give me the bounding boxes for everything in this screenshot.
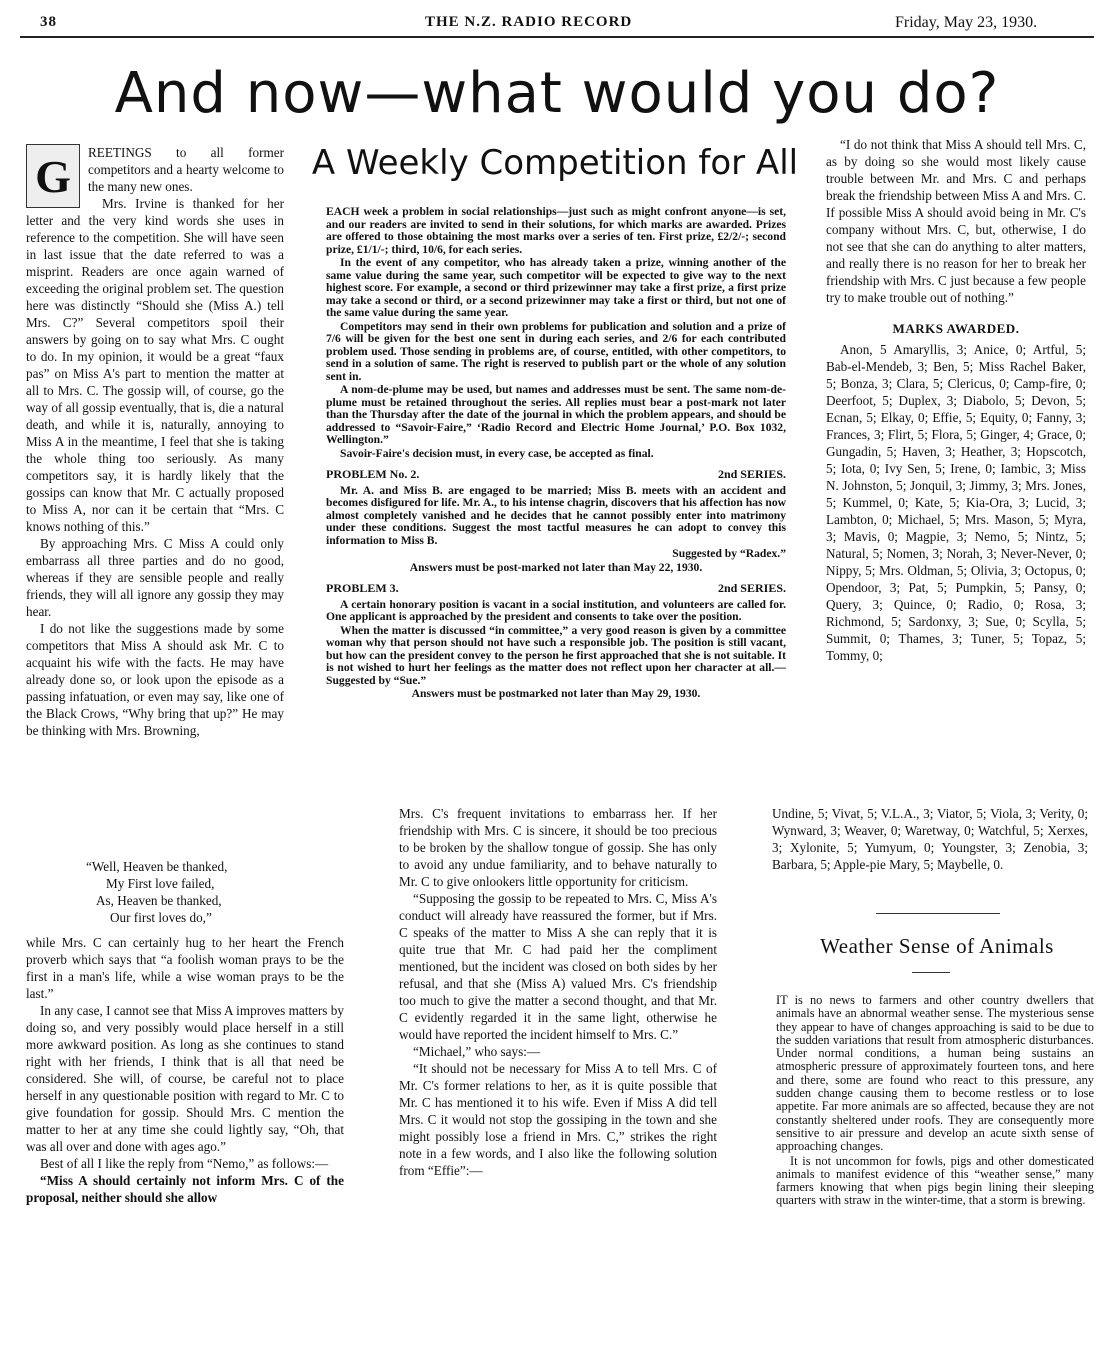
issue-date: Friday, May 23, 1930. (895, 14, 1038, 31)
left-para: In any case, I cannot see that Miss A improves matters by doing so, and very possibly would place herself in a still more awkward position. As long as she continues to stand right with her friends, I think that is all that need be considered. She will, of course, be careful not to place herself in any questionable position with regard to Mr. C to give foundation for gossip. Should Mrs. C mention the matter to her at any time she could lightly say, “Oh, that was all over and done with ages ago.” (26, 1003, 344, 1154)
verse-line: “Well, Heaven be thanked, (86, 859, 228, 874)
right-column (826, 136, 1086, 664)
problem-credit: Suggested by “Radex.” (672, 547, 786, 560)
left-column-lower (26, 858, 344, 1206)
competition-rules (326, 206, 786, 702)
rules-para: Competitors may send in their own problems for publication and solution and a prize of 7/6 will be given for the best one sent in during each series, and 2/6 for each contributed problem used. Those sending in problems are, of course, entitled, with other competitors, to send in a solution of same. The right is reserved to publish part or the whole of any solution sent in. (326, 319, 786, 383)
left-para: By approaching Mrs. C Miss A could only embarrass all three parties and do no good, whereas if they are sensible people and really friends, they will all ignore any gossip they may hear. (26, 536, 284, 619)
problem-deadline: Answers must be postmarked not later than May 29, 1930. (411, 687, 701, 700)
weather-para: It is not uncommon for fowls, pigs and other domesticated animals to manifest evidence of this “weather sense,” many farmers knowing that when pigs begin lining their sleeping quarters with straw in the winter-time, that a storm is brewing. (776, 1153, 1094, 1208)
middle-column (399, 805, 717, 1179)
problem-3-heading (326, 582, 786, 595)
page-number: 38 (40, 14, 57, 30)
section-rule (876, 913, 1000, 914)
middle-para: “Michael,” who says:— (413, 1044, 541, 1059)
rules-para: In the event of any competitor, who has already taken a prize, winning another of the same value during the same year, such competitor will be expected to give way to the next highest score. For example, a second or third prizewinner may take a first prize, a first prize may take a second or third, or a second prizewinner may take a first or third, but not one of the same value during the same year. (326, 256, 786, 319)
page-headline: And now—what would you do? (114, 61, 1000, 126)
short-rule (912, 972, 950, 973)
marks-list-continued (772, 805, 1088, 873)
dropcap-ornament: G (26, 144, 80, 208)
rules-para: EACH week a problem in social relationships—just such as might confront anyone—is set, and our readers are invited to send in their solutions, for which marks are awarded. Prizes are offered to those obtaining the most marks over a series of ten. First prize, £2/2/-; second prize, £1/1/-; third, 10/6, for each series. (326, 205, 786, 256)
problem-text: Mr. A. and Miss B. are engaged to be married; Miss B. meets with an accident and becomes disfigured for life. Mr. A., to his intense chagrin, discovers that his affection has now almost completely vanished and he decides that he cannot possibly enter into matrimony under these conditions. Suggest the most tactful measures he can adopt to convey this information to Miss B. (326, 483, 786, 547)
masthead: THE N.Z. RADIO RECORD (425, 14, 633, 30)
left-para: I do not like the suggestions made by some competitors that Miss A should ask Mr. C to acquaint his wife with the facts. He may have already done so, or look upon the episode as a passing infatuation, or even may say, like one of the Black Crows, “Why bring that up?” He may be thinking with Mrs. Browning, (26, 621, 284, 738)
problem-title: PROBLEM No. 2. (326, 467, 420, 481)
rules-para: A nom-de-plume may be used, but names and addresses must be sent. The same nom-de-plume must be retained throughout the series. All replies must bear a post-mark not later than the Thursday after the date of the journal in which the problem appears, and should be addressed to “Savoir-Faire,” ‘Radio Record and Electric Home Journal,’ P.O. Box 1032, Wellington.” (326, 383, 786, 446)
header-rule (20, 36, 1094, 38)
left-para: “Miss A should certainly not inform Mrs. C of the proposal, neither should she allow (26, 1173, 344, 1205)
problem-deadline: Answers must be post-marked not later than May 22, 1930. (409, 560, 703, 574)
problem-series: 2nd SERIES. (717, 467, 786, 481)
verse-line: My First love failed, (106, 876, 215, 891)
left-column (26, 144, 284, 739)
weather-article (776, 994, 1094, 1209)
verse-line: As, Heaven be thanked, (96, 893, 222, 908)
problem-text: When the matter is discussed “in committee,” a very good reason is given by a committee woman why that person should not have such a responsible job. The position is still vacant, but how can the president convey to the person he first approached that she is not suitable. It is not wished to hurt her feelings as the matter does not reflect upon her character at all.—Suggested by “Sue.” (326, 623, 786, 687)
left-para: Best of all I like the reply from “Nemo,” as follows:— (40, 1156, 329, 1171)
middle-para: “Supposing the gossip to be repeated to Mrs. C, Miss A's conduct will already have reassured the former, but if Mrs. C speaks of the matter to Miss A she can reply that it is quite true that Mr. C had paid her the compliment mentioned, but the incident was closed on both sides by her refusal, and that she (Miss A) valued Mrs. C's friendship too much to give the matter a second thought, and that Mr. C evidently regarded it in the same light, otherwise he would have reported the incident himself to Mrs. C.” (399, 891, 717, 1042)
competition-title: A Weekly Competition for All (311, 143, 799, 183)
problem-title: PROBLEM 3. (326, 581, 399, 595)
problem-series: 2nd SERIES. (717, 581, 786, 595)
marks-heading: MARKS AWARDED. (892, 321, 1020, 336)
problem-2-heading (326, 468, 786, 481)
weather-headline: Weather Sense of Animals (820, 934, 1054, 958)
problem-text: A certain honorary position is vacant in a social institution, and volunteers are called for. One applicant is approached by the president and consents to take over the position. (326, 597, 786, 623)
rules-para: Savoir-Faire's decision must, in every case, be accepted as final. (340, 446, 654, 460)
weather-para: IT is no news to farmers and other country dwellers that animals have an abnormal weather sense. The mysterious sense they appear to have of changes approaching is said to be due to the sudden variations that result from atmospheric disturbances. Under normal conditions, a human being sustains an atmospheric pressure of approximately fourteen tons, and here and there, some are found who react to this pressure, any sudden change causing them to become restless or to lose appetite. Far more animals are so affected, because they are not constantly sheltered under roofs. They are consequently more sensitive to air pressure and develop an acute sixth sense of approaching changes. (776, 993, 1094, 1154)
middle-para: “It should not be necessary for Miss A to tell Mrs. C of Mr. C's former relations to her, as it is quite possible that Mr. C has mentioned it to his wife. Even if Miss A did tell Mrs. C it would not stop the gossiping in the town and she might possibly lose a friend in Mrs. C,” strikes the right note in a few words, and I also like the following solution from “Effie”:— (399, 1061, 717, 1178)
marks-list-tail: Undine, 5; Vivat, 5; V.L.A., 3; Viator, 5; Viola, 3; Verity, 0; Wynward, 3; Weaver, 0; Waretway, 0; Watchful, 5; Xerxes, 3; Xylonite, 5; Yumyum, 0; Youngster, 3; Zenobia, 3; Barbara, 5; Apple-pie Mary, 5; Maybelle, 0. (772, 806, 1088, 872)
left-para: Mrs. Irvine is thanked for her letter and the very kind words she uses in reference to the competition. She will have seen in last issue that the date referred to was a misprint. Readers are once again warned of exceeding the original problem set. The question here was distinctly “Should she (Miss A.) tell Mrs. C?” Several competitors spoil their answers by going on to say what Mrs. C ought to do. In my opinion, it would be a great “faux pas” on Miss A's part to mention the matter at all to Mrs. C. The gossip will, of course, go the way of all gossip eventually, that is, die a natural death, and while it is, naturally, annoying to Miss A in the meantime, I feel that she is taking the whole thing too seriously. As many competitors say, it is hardly likely that the gossips can know that Mr. C actually proposed to Miss A, nor can it be certain that “Mrs. C knows nothing of this.” (26, 196, 284, 534)
left-para: while Mrs. C can certainly hug to her heart the French proverb which says that “a foolish woman prays to be the first in a man's life, while a wise woman prays to be the last.” (26, 935, 344, 1001)
left-para: REETINGS to all former competitors and a hearty welcome to the many new ones. (88, 145, 284, 194)
marks-list: Anon, 5 Amaryllis, 3; Anice, 0; Artful, 5; Bab-el-Mendeb, 3; Ben, 5; Miss Rachel Baker, 5; Bonza, 3; Clara, 5; Clericus, 0; Camp-fire, 0; Deerfoot, 5; Duplex, 3; Diabolo, 5; Devon, 5; Ecnan, 5; Elkay, 0; Effie, 5; Equity, 0; Fanny, 3; Frances, 3; Flirt, 5; Flora, 5; Ginger, 4; Grace, 0; Gungadin, 5; Haven, 3; Heather, 3; Hopscotch, 5; Iota, 0; Ivy Sen, 5; Irene, 0; Iambic, 3; Miss N. Johnston, 5; Jonquil, 3; Jimmy, 3; Mrs. Jones, 5; Kummel, 0; Kate, 5; Kia-Ora, 3; Lucid, 3; Lambton, 0; Michael, 5; Mrs. Mason, 5; Myra, 3; Mavis, 0; Magpie, 3; Nemo, 5; Nintz, 5; Natural, 5; Nomen, 3; Norah, 3; Never-Never, 0; Nippy, 5; Mrs. Oldman, 5; Olivia, 3; Octopus, 0; Opendoor, 3; Pat, 5; Pumpkin, 5; Pansy, 0; Query, 3; Quince, 0; Radio, 0; Rosa, 3; Richmond, 5; Sardonxy, 3; Sue, 0; Scylla, 5; Summit, 0; Thames, 3; Tuner, 5; Topaz, 5; Tommy, 0; (826, 342, 1086, 663)
verse-line: Our first loves do,” (110, 910, 212, 925)
middle-para: Mrs. C's frequent invitations to embarrass her. If her friendship with Mrs. C is sincere, it should be too precious to be broken by the shallow tongue of gossip. She has only to avoid any undue familiarity, and to behave naturally to Mr. C to give onlookers little opportunity for criticism. (399, 806, 717, 889)
effie-quote: “I do not think that Miss A should tell Mrs. C, as by doing so she would most likely cause trouble between Mr. and Mrs. C and perhaps break the friendship between Miss A and Mrs. C. If possible Miss A should avoid being in Mr. C's company without Mrs. C, but, otherwise, I do not see that she can do anything to alter matters, and really there is no reason for her to break her friendship with Mrs. C just because a few people try to make trouble out of nothing.” (826, 137, 1086, 305)
